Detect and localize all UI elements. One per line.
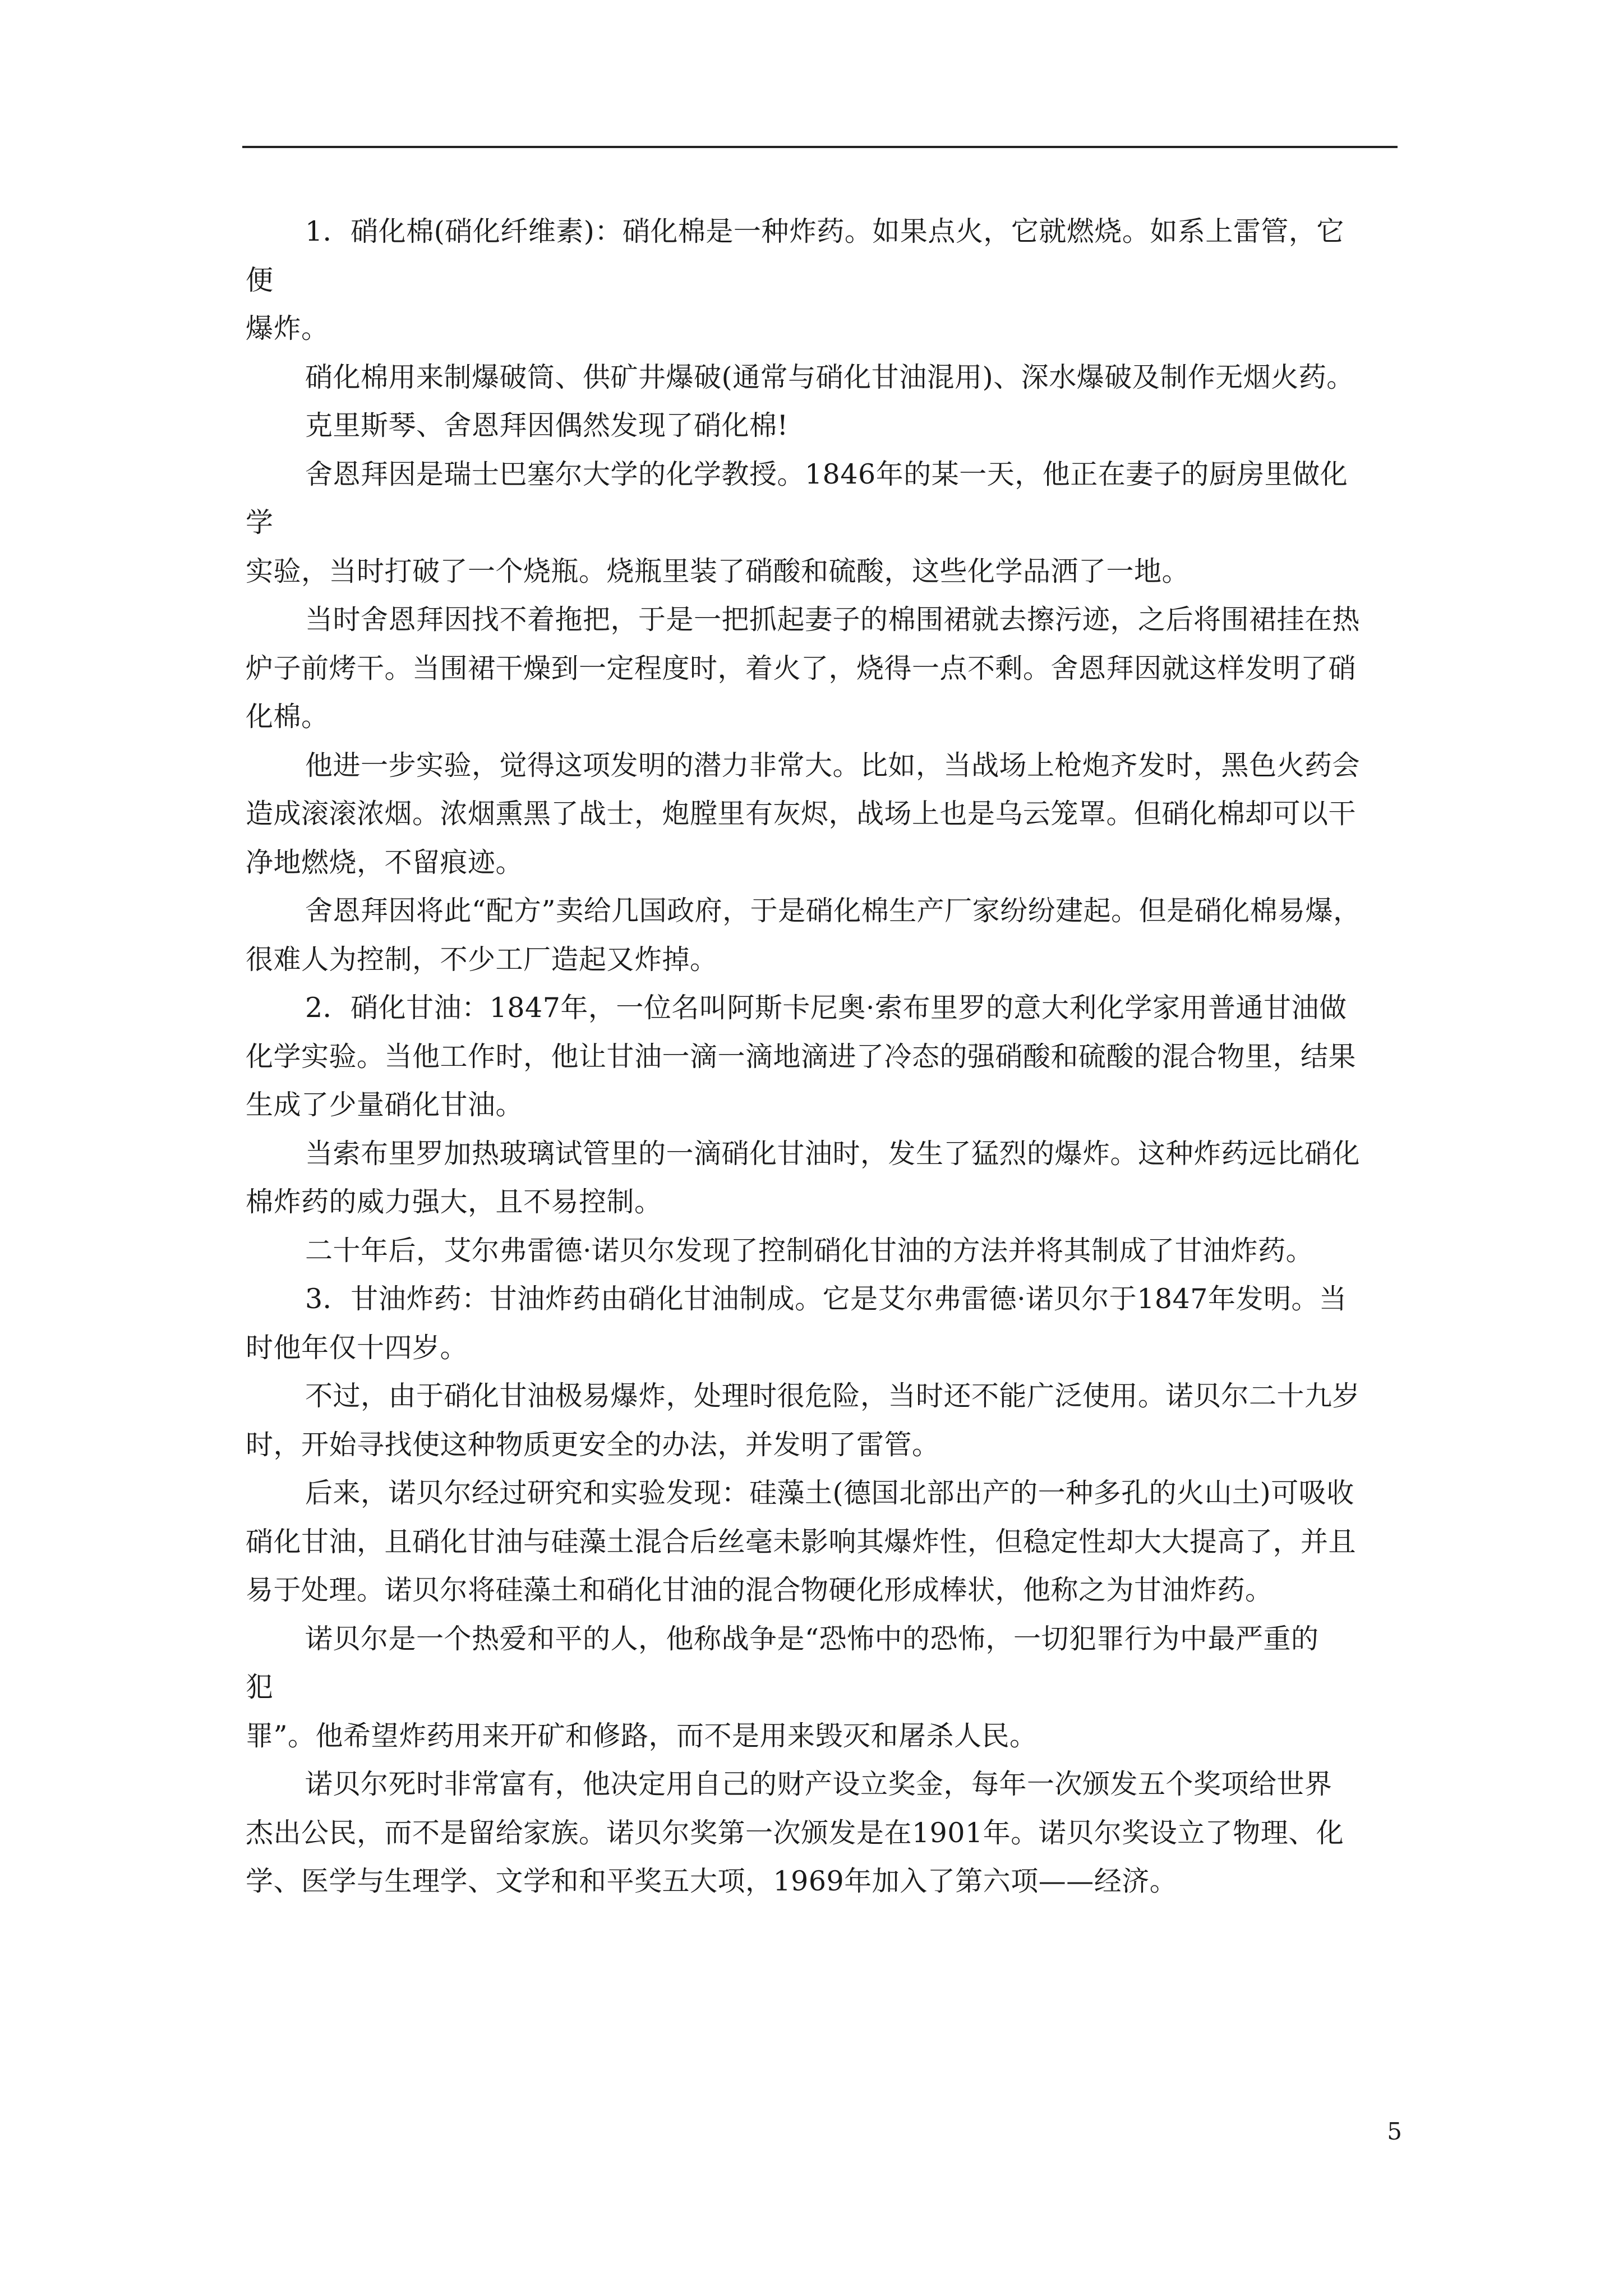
text-line: 很难人为控制，不少工厂造起又炸掉。 bbox=[246, 943, 718, 976]
text-line: 化棉。 bbox=[246, 701, 329, 733]
text-line: 造成滚滚浓烟。浓烟熏黑了战士，炮膛里有灰烬，战场上也是乌云笼罩。但硝化棉却可以干 bbox=[246, 798, 1357, 830]
text-line: 2．硝化甘油：1847年，一位名叫阿斯卡尼奥·索布里罗的意大利化学家用普通甘油做 bbox=[305, 992, 1347, 1024]
text-line: 他进一步实验，觉得这项发明的潜力非常大。比如，当战场上枪炮齐发时，黑色火药会 bbox=[305, 749, 1361, 781]
text-line: 罪”。他希望炸药用来开矿和修路，而不是用来毁灭和屠杀人民。 bbox=[246, 1719, 1038, 1752]
header-rule bbox=[242, 146, 1398, 148]
text-line: 舍恩拜因将此“配方”卖给几国政府，于是硝化棉生产厂家纷纷建起。但是硝化棉易爆， bbox=[305, 895, 1361, 927]
text-line: 当时舍恩拜因找不着拖把，于是一把抓起妻子的棉围裙就去擦污迹，之后将围裙挂在热 bbox=[305, 604, 1361, 636]
text-line: 诺贝尔死时非常富有，他决定用自己的财产设立奖金，每年一次颁发五个奖项给世界 bbox=[305, 1768, 1332, 1800]
text-line: 3．甘油炸药：甘油炸药由硝化甘油制成。它是艾尔弗雷德·诺贝尔于1847年发明。当 bbox=[305, 1283, 1347, 1315]
text-line: 1．硝化棉(硝化纤维素)：硝化棉是一种炸药。如果点火，它就燃烧。如系上雷管，它 bbox=[305, 215, 1344, 247]
text-line: 诺贝尔是一个热爱和平的人，他称战争是“恐怖中的恐怖，一切犯罪行为中最严重的 bbox=[305, 1622, 1319, 1655]
text-line: 舍恩拜因是瑞士巴塞尔大学的化学教授。1846年的某一天，他正在妻子的厨房里做化 bbox=[305, 458, 1348, 490]
text-line: 硝化棉用来制爆破筒、供矿井爆破(通常与硝化甘油混用)、深水爆破及制作无烟火药。 bbox=[305, 361, 1354, 393]
text-line: 学 bbox=[246, 507, 274, 539]
text-line: 时，开始寻找使这种物质更安全的办法，并发明了雷管。 bbox=[246, 1428, 940, 1461]
text-line: 便 bbox=[246, 264, 274, 296]
text-line: 生成了少量硝化甘油。 bbox=[246, 1089, 524, 1121]
text-line: 犯 bbox=[246, 1671, 274, 1703]
text-line: 净地燃烧，不留痕迹。 bbox=[246, 846, 524, 878]
text-line: 当索布里罗加热玻璃试管里的一滴硝化甘油时，发生了猛烈的爆炸。这种炸药远比硝化 bbox=[305, 1137, 1361, 1170]
page-number: 5 bbox=[1387, 2118, 1402, 2145]
text-line: 易于处理。诺贝尔将硅藻土和硝化甘油的混合物硬化形成棒状，他称之为甘油炸药。 bbox=[246, 1574, 1273, 1606]
text-line: 棉炸药的威力强大，且不易控制。 bbox=[246, 1186, 662, 1218]
text-line: 学、医学与生理学、文学和和平奖五大项，1969年加入了第六项——经济。 bbox=[246, 1865, 1178, 1897]
text-line: 化学实验。当他工作时，他让甘油一滴一滴地滴进了冷态的强硝酸和硫酸的混合物里，结果 bbox=[246, 1040, 1357, 1073]
body-text bbox=[246, 208, 1402, 1906]
text-line: 硝化甘油，且硝化甘油与硅藻土混合后丝毫未影响其爆炸性，但稳定性却大大提高了，并且 bbox=[246, 1525, 1357, 1558]
text-line: 爆炸。 bbox=[246, 312, 329, 344]
text-line: 时他年仅十四岁。 bbox=[246, 1331, 468, 1364]
text-line: 二十年后，艾尔弗雷德·诺贝尔发现了控制硝化甘油的方法并将其制成了甘油炸药。 bbox=[305, 1234, 1314, 1267]
text-line: 不过，由于硝化甘油极易爆炸，处理时很危险，当时还不能广泛使用。诺贝尔二十九岁 bbox=[305, 1380, 1361, 1412]
text-line: 克里斯琴、舍恩拜因偶然发现了硝化棉! bbox=[305, 409, 789, 441]
text-line: 杰出公民，而不是留给家族。诺贝尔奖第一次颁发是在1901年。诺贝尔奖设立了物理、化 bbox=[246, 1816, 1344, 1849]
text-line: 实验，当时打破了一个烧瓶。烧瓶里装了硝酸和硫酸，这些化学品洒了一地。 bbox=[246, 555, 1190, 587]
text-line: 后来，诺贝尔经过研究和实验发现：硅藻土(德国北部出产的一种多孔的火山土)可吸收 bbox=[305, 1477, 1354, 1509]
text-line: 炉子前烤干。当围裙干燥到一定程度时，着火了，烧得一点不剩。舍恩拜因就这样发明了硝 bbox=[246, 652, 1357, 684]
